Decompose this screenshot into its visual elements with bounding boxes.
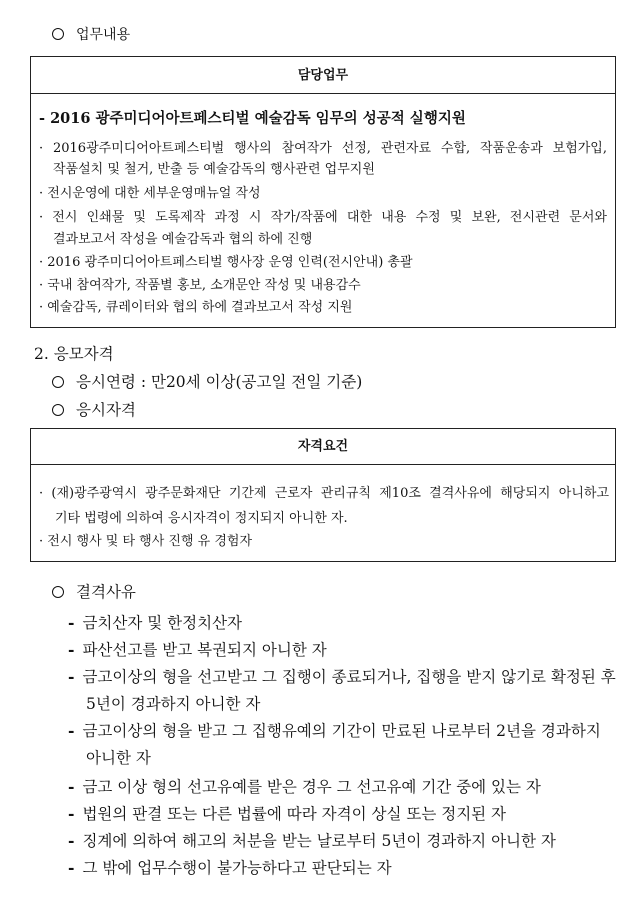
duties-item: · 2016광주미디어아트페스티벌 행사의 참여작가 선정, 관련자료 수합, 작품운송과 보험가입,	[39, 141, 607, 156]
age-requirement-text: 응시연령 : 만20세 이상(공고일 전일 기준)	[76, 373, 363, 391]
duties-heading	[52, 24, 130, 44]
disqualification-item-text: 금고이상의 형을 선고받고 그 집행이 종료되거나, 집행을 받지 않기로 확정된 후	[82, 668, 616, 686]
circle-bullet-icon	[52, 376, 64, 388]
disqualification-item-text: 파산선고를 받고 복권되지 아니한 자	[82, 641, 327, 659]
qualification-heading-text: 응시자격	[76, 401, 136, 419]
circle-bullet-icon	[52, 28, 64, 40]
disqualification-item	[68, 775, 541, 797]
dash-bullet-icon: -	[68, 804, 75, 823]
disqualification-item-text: 금고이상의 형을 받고 그 집행유예의 기간이 만료된 나로부터 2년을 경과하지	[82, 722, 601, 740]
dash-bullet-icon: -	[68, 667, 75, 686]
duties-item: 결과보고서 작성을 예술감독과 협의 하에 진행	[53, 232, 313, 247]
qualification-heading	[52, 398, 136, 420]
disqualification-item	[68, 638, 327, 660]
dash-bullet-icon: -	[68, 640, 75, 659]
qualification-section-title: 2. 응모자격	[34, 345, 114, 363]
dash-bullet-icon: -	[68, 721, 75, 740]
disqualification-item	[68, 719, 601, 741]
duties-heading-text: 업무내용	[76, 27, 131, 43]
duties-main-item: - 2016 광주미디어아트페스티벌 예술감독 임무의 성공적 실행지원	[39, 110, 466, 127]
duties-table-title: 담당업무	[31, 57, 615, 94]
duties-item: · 전시운영에 대한 세부운영매뉴얼 작성	[39, 186, 261, 201]
disqualification-item-text: 금고 이상 형의 선고유예를 받은 경우 그 선고유예 기간 중에 있는 자	[82, 778, 541, 796]
qualification-item: 기타 법령에 의하여 응시자격이 정지되지 아니한 자.	[55, 511, 348, 526]
disqualification-item-text: 징계에 의하여 해고의 처분을 받는 날로부터 5년이 경과하지 아니한 자	[82, 832, 556, 850]
duties-table	[30, 56, 616, 328]
disqualification-item-continued: 5년이 경과하지 아니한 자	[86, 695, 261, 713]
disqualification-item	[68, 829, 556, 851]
disqualification-item-text: 금치산자 및 한정치산자	[82, 614, 243, 632]
disqualification-item	[68, 665, 616, 687]
disqualification-item	[68, 802, 506, 824]
disqualification-item-text: 법원의 판결 또는 다른 법률에 따라 자격이 상실 또는 정지된 자	[82, 805, 507, 823]
qualification-item: · (재)광주광역시 광주문화재단 기간제 근로자 관리규칙 제10조 결격사유에 해당되지 아니하고	[39, 486, 609, 501]
age-requirement	[52, 370, 362, 392]
disqualification-item	[68, 611, 242, 633]
duties-item: 작품설치 및 철거, 반출 등 예술감독의 행사관련 업무지원	[53, 162, 375, 177]
dash-bullet-icon: -	[68, 858, 75, 877]
qualification-item: · 전시 행사 및 타 행사 진행 유 경험자	[39, 534, 253, 549]
circle-bullet-icon	[52, 586, 64, 598]
disqualification-item	[68, 856, 392, 878]
duties-item: · 국내 참여작가, 작품별 홍보, 소개문안 작성 및 내용감수	[39, 278, 361, 293]
disqualification-heading-text: 결격사유	[76, 583, 136, 601]
dash-bullet-icon: -	[68, 777, 75, 796]
dash-bullet-icon: -	[68, 831, 75, 850]
dash-bullet-icon: -	[68, 613, 75, 632]
disqualification-heading	[52, 580, 136, 602]
disqualification-item-continued: 아니한 자	[86, 749, 151, 767]
disqualification-item-text: 그 밖에 업무수행이 불가능하다고 판단되는 자	[82, 859, 392, 877]
duties-item: · 전시 인쇄물 및 도록제작 과정 시 작가/작품에 대한 내용 수정 및 보완, 전시관련 문서와	[39, 210, 607, 225]
duties-item: · 예술감독, 큐레이터와 협의 하에 결과보고서 작성 지원	[39, 300, 353, 315]
qualification-table-title: 자격요건	[31, 429, 615, 465]
qualification-table	[30, 428, 616, 562]
circle-bullet-icon	[52, 404, 64, 416]
duties-item: · 2016 광주미디어아트페스티벌 행사장 운영 인력(전시안내) 총괄	[39, 255, 413, 270]
